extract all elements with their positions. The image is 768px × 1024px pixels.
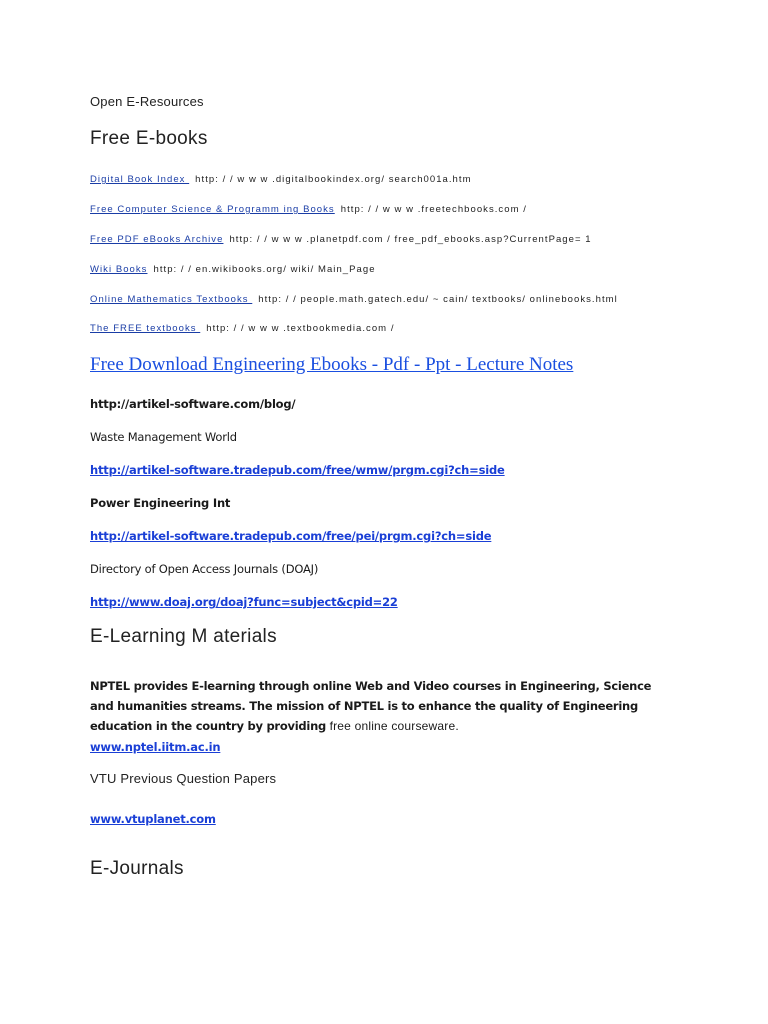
- nptel-link[interactable]: www.nptel.iitm.ac.in: [90, 740, 221, 754]
- ebook-link[interactable]: Free Computer Science & Programm ing Books: [90, 204, 335, 215]
- ebook-link[interactable]: Wiki Books: [90, 264, 148, 275]
- free-ebooks-heading: Free E-books: [90, 128, 208, 149]
- ebook-link[interactable]: The FREE textbooks: [90, 323, 201, 334]
- wmw-label: Waste Management World: [90, 430, 237, 444]
- ebook-row: [90, 294, 618, 305]
- ejournals-heading: E-Journals: [90, 858, 184, 879]
- ebook-url: http: / / w w w .digitalbookindex.org/ search001a.htm: [195, 174, 472, 185]
- vtu-link[interactable]: www.vtuplanet.com: [90, 812, 216, 826]
- ebook-row: [90, 234, 592, 245]
- pei-link[interactable]: http://artikel-software.tradepub.com/free/pei/prgm.cgi?ch=side: [90, 529, 492, 543]
- wmw-link[interactable]: http://artikel-software.tradepub.com/free/wmw/prgm.cgi?ch=side: [90, 463, 505, 477]
- ebook-link[interactable]: Online Mathematics Textbooks: [90, 294, 253, 305]
- vtu-label: VTU Previous Question Papers: [90, 771, 277, 786]
- ebook-url: http: / / people.math.gatech.edu/ ~ cain/ textbooks/ onlinebooks.html: [258, 294, 618, 305]
- nptel-paragraph-tail: free online courseware.: [326, 718, 459, 733]
- ebook-link[interactable]: Free PDF eBooks Archive: [90, 234, 224, 245]
- doaj-link[interactable]: http://www.doaj.org/doaj?func=subject&cpid=22: [90, 595, 398, 609]
- ebook-row: [90, 264, 376, 275]
- engineering-ebooks-link[interactable]: Free Download Engineering Ebooks - Pdf - Ppt - Lecture Notes: [90, 354, 574, 375]
- ebook-url: http: / / en.wikibooks.org/ wiki/ Main_Page: [153, 264, 376, 275]
- doaj-label: Directory of Open Access Journals (DOAJ): [90, 562, 319, 576]
- pei-label: Power Engineering Int: [90, 496, 231, 510]
- nptel-paragraph: [90, 676, 670, 736]
- ebook-url: http: / / w w w .planetpdf.com / free_pdf_ebooks.asp?CurrentPage= 1: [229, 234, 592, 245]
- ebook-url: http: / / w w w .textbookmedia.com /: [206, 323, 395, 334]
- ebook-link[interactable]: Digital Book Index: [90, 174, 190, 185]
- blog-url-text: http://artikel-software.com/blog/: [90, 397, 296, 411]
- elearning-heading: E-Learning M aterials: [90, 626, 277, 647]
- nptel-paragraph-text: NPTEL provides E-learning through online Web and Video courses in Engineering, Science and humanities streams. The mission of NPTEL is to enhance the quality of Engineering education in the country by providing: [90, 678, 652, 733]
- ebook-row: [90, 323, 395, 334]
- ebook-row: [90, 204, 527, 215]
- ebook-row: [90, 174, 472, 185]
- open-resources-heading: Open E-Resources: [90, 94, 204, 109]
- ebook-url: http: / / w w w .freetechbooks.com /: [340, 204, 527, 215]
